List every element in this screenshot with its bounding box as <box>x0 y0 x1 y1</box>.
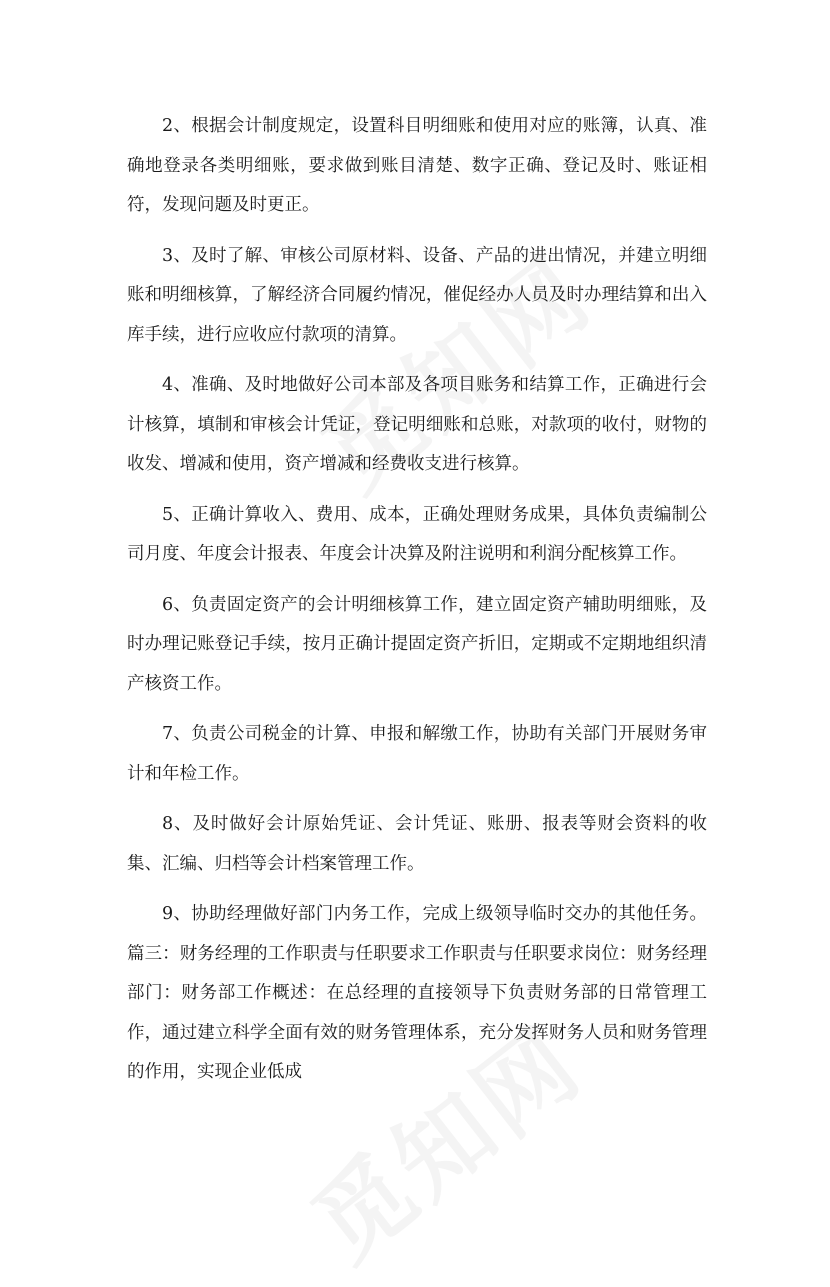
paragraph-item-9: 9、协助经理做好部门内务工作，完成上级领导临时交办的其他任务。篇三：财务经理的工作职责与任职要求工作职责与任职要求岗位：财务经理部门：财务部工作概述：在总经理的直接领导下负责财务部的日常管理工作，通过建立科学全面有效的财务管理体系，充分发挥财务人员和财务管理的作用，实现企业低成 <box>127 904 707 1082</box>
paragraph-item-2: 2、根据会计制度规定，设置科目明细账和使用对应的账簿，认真、准确地登录各类明细账，要求做到账目清楚、数字正确、登记及时、账证相符，发现问题及时更正。 <box>127 116 707 215</box>
paragraph-item-4: 4、准确、及时地做好公司本部及各项目账务和结算工作，正确进行会计核算，填制和审核会计凭证，登记明细账和总账，对款项的收付，财物的收发、增减和使用，资产增减和经费收支进行核算。 <box>127 375 707 474</box>
paragraph-item-6: 6、负责固定资产的会计明细核算工作，建立固定资产辅助明细账，及时办理记账登记手续，按月正确计提固定资产折旧，定期或不定期地组织清产核资工作。 <box>127 594 707 694</box>
document-body <box>127 107 707 1104</box>
paragraph-item-3: 3、及时了解、审核公司原材料、设备、产品的进出情况，并建立明细账和明细核算，了解经济合同履约情况，催促经办人员及时办理结算和出入库手续，进行应收应付款项的清算。 <box>127 245 707 345</box>
paragraph-item-5: 5、正确计算收入、费用、成本，正确处理财务成果，具体负责编制公司月度、年度会计报表、年度会计决算及附注说明和利润分配核算工作。 <box>127 504 707 564</box>
paragraph-item-7: 7、负责公司税金的计算、申报和解缴工作，协助有关部门开展财务审计和年检工作。 <box>127 724 707 784</box>
paragraph-item-8: 8、及时做好会计原始凭证、会计凭证、账册、报表等财会资料的收集、汇编、归档等会计档案管理工作。 <box>127 814 707 874</box>
